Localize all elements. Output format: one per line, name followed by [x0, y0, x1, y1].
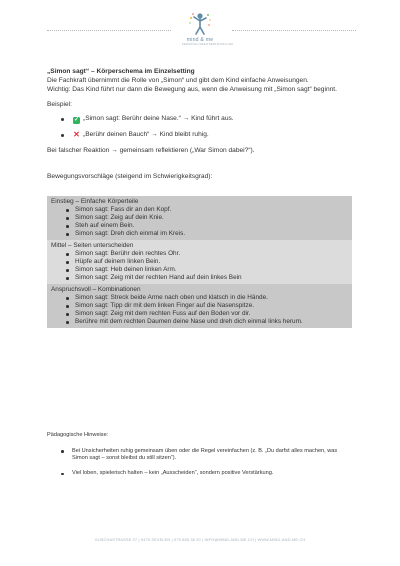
level-item: Simon sagt: Streck beide Arme nach oben und klatsch in die Hände. [51, 294, 352, 302]
level-beginner [47, 196, 352, 240]
check-icon: ✓ [73, 116, 80, 123]
section-title: „Simon sagt“ – Körperschema im Einzelsetting [47, 68, 195, 75]
intro-important-end: , wenn die Anweisung mit „Simon sagt“ beginnt. [198, 85, 337, 93]
level-item: Hüpfe auf deinem linken Bein. [51, 258, 352, 266]
suggestions-heading: Bewegungsvorschläge (steigend im Schwierigkeitsgrad): [47, 173, 213, 181]
level-item: Simon sagt: Berühr dein rechtes Ohr. [51, 250, 352, 258]
difficulty-levels [47, 196, 352, 328]
reflection-note: Bei falscher Reaktion → gemeinsam reflektieren („War Simon dabei?“). [47, 146, 255, 154]
logo [182, 12, 234, 52]
header-divider-left [47, 30, 171, 32]
example-item [47, 115, 353, 124]
intro-important-start: Wichtig: Das Kind [47, 85, 101, 93]
cross-icon: ✕ [73, 129, 80, 139]
level-item: Simon sagt: Zeig mit der rechten Hand auf dein linkes Bein [51, 274, 352, 282]
level-title: Einstieg – Einfache Körperteile [51, 198, 139, 205]
header-divider-right [232, 30, 356, 32]
page-footer [0, 537, 400, 542]
level-intermediate [47, 240, 352, 284]
level-item: Simon sagt: Zeig mit dem rechten Fuss auf den Boden vor dir. [51, 310, 352, 318]
logo-figure-icon [187, 12, 213, 36]
level-item: Berühre mit dem rechten Daumen deine Nase und dreh dich einmal links herum. [51, 318, 352, 326]
intro-line: Die Fachkraft übernimmt die Rolle von „Simon“ und gibt dem Kind einfache Anweisungen. [47, 76, 309, 84]
pedagogical-hints [47, 432, 353, 484]
example-item [47, 131, 353, 140]
level-item: Simon sagt: Dreh dich einmal im Kreis. [51, 230, 352, 238]
example-text: „Berühr deinen Bauch“ → Kind bleibt ruhig. [83, 130, 209, 138]
page-header [0, 12, 400, 52]
example-list [47, 115, 353, 140]
level-item: Simon sagt: Zeig auf dein Knie. [51, 214, 352, 222]
logo-name: mind & me [186, 37, 214, 43]
logo-tagline: PERSÖNLICHKEITSENTWICKLUNG [182, 43, 234, 46]
footer-contact: GUSCHASTRASSE 07 | 9475 SEVELEN | 079 685 38 20 | INFO@MIND-AND-ME.CH | WWW.MIND-AND-ME.CH [94, 537, 306, 542]
level-title: Anspruchsvoll – Kombinationen [51, 286, 141, 293]
level-item: Simon sagt: Heb deinen linken Arm. [51, 266, 352, 274]
hint-item: Viel loben, spielerisch halten – kein „Ausscheiden“, sondern positive Verstärkung. [47, 470, 353, 478]
level-item: Simon sagt: Tipp dir mit dem linken Finger auf die Nasenspitze. [51, 302, 352, 310]
level-advanced [47, 284, 352, 328]
intro-important-emphasis: führt nur dann die Bewegung aus [100, 85, 199, 93]
intro-important [47, 86, 353, 95]
intro-section [47, 68, 353, 182]
example-text: „Simon sagt: Berühr deine Nase.“ → Kind führt aus. [83, 114, 234, 122]
hints-heading: Pädagogische Hinweise: [47, 432, 109, 438]
level-title: Mittel – Seiten unterscheiden [51, 242, 134, 249]
level-item: Steh auf einem Bein. [51, 222, 352, 230]
hint-item: Bei Unsicherheiten ruhig gemeinsam üben oder die Regel vereinfachen (z. B. „Du darfst alles machen, was Simon sagt – sonst bleibst du still sitzen“). [47, 448, 353, 463]
level-item: Simon sagt: Fass dir an den Kopf. [51, 206, 352, 214]
example-label: Beispiel: [47, 100, 72, 108]
